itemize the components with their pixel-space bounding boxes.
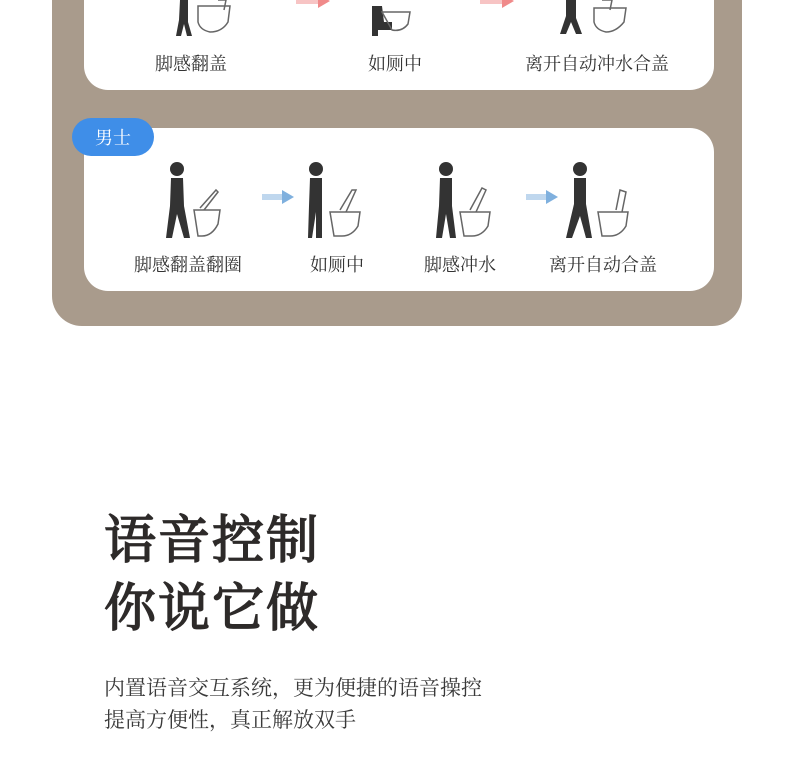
feature-title-line1: 语音控制 xyxy=(104,511,321,571)
person-standing-toilet-icon xyxy=(170,0,240,40)
person-walking-away-icon xyxy=(560,160,640,244)
women-step-label: 离开自动冲水合盖 xyxy=(525,54,669,75)
feature-description-line1: 内置语音交互系统，更为便捷的语音操控 xyxy=(104,676,482,700)
arrow-right-icon xyxy=(262,190,294,204)
women-step-label: 如厕中 xyxy=(368,54,422,75)
feature-description-line2: 提高方便性，真正解放双手 xyxy=(104,708,356,732)
men-step-label: 脚感翻盖翻圈 xyxy=(134,255,242,276)
person-sitting-icon xyxy=(366,0,416,40)
arrow-right-icon xyxy=(526,190,558,204)
person-walking-icon xyxy=(160,160,230,244)
feature-title-line2: 你说它做 xyxy=(104,579,321,639)
men-step-label: 离开自动合盖 xyxy=(549,255,657,276)
person-walking-away-icon xyxy=(556,0,636,40)
arrow-right-icon xyxy=(480,0,514,8)
men-step-label: 如厕中 xyxy=(310,255,364,276)
women-step-label: 脚感翻盖 xyxy=(155,54,227,75)
person-standing-icon xyxy=(300,160,370,244)
arrow-right-icon xyxy=(296,0,330,8)
men-badge: 男士 xyxy=(72,118,154,156)
men-step-label: 脚感冲水 xyxy=(424,255,496,276)
person-flushing-icon xyxy=(428,160,498,244)
